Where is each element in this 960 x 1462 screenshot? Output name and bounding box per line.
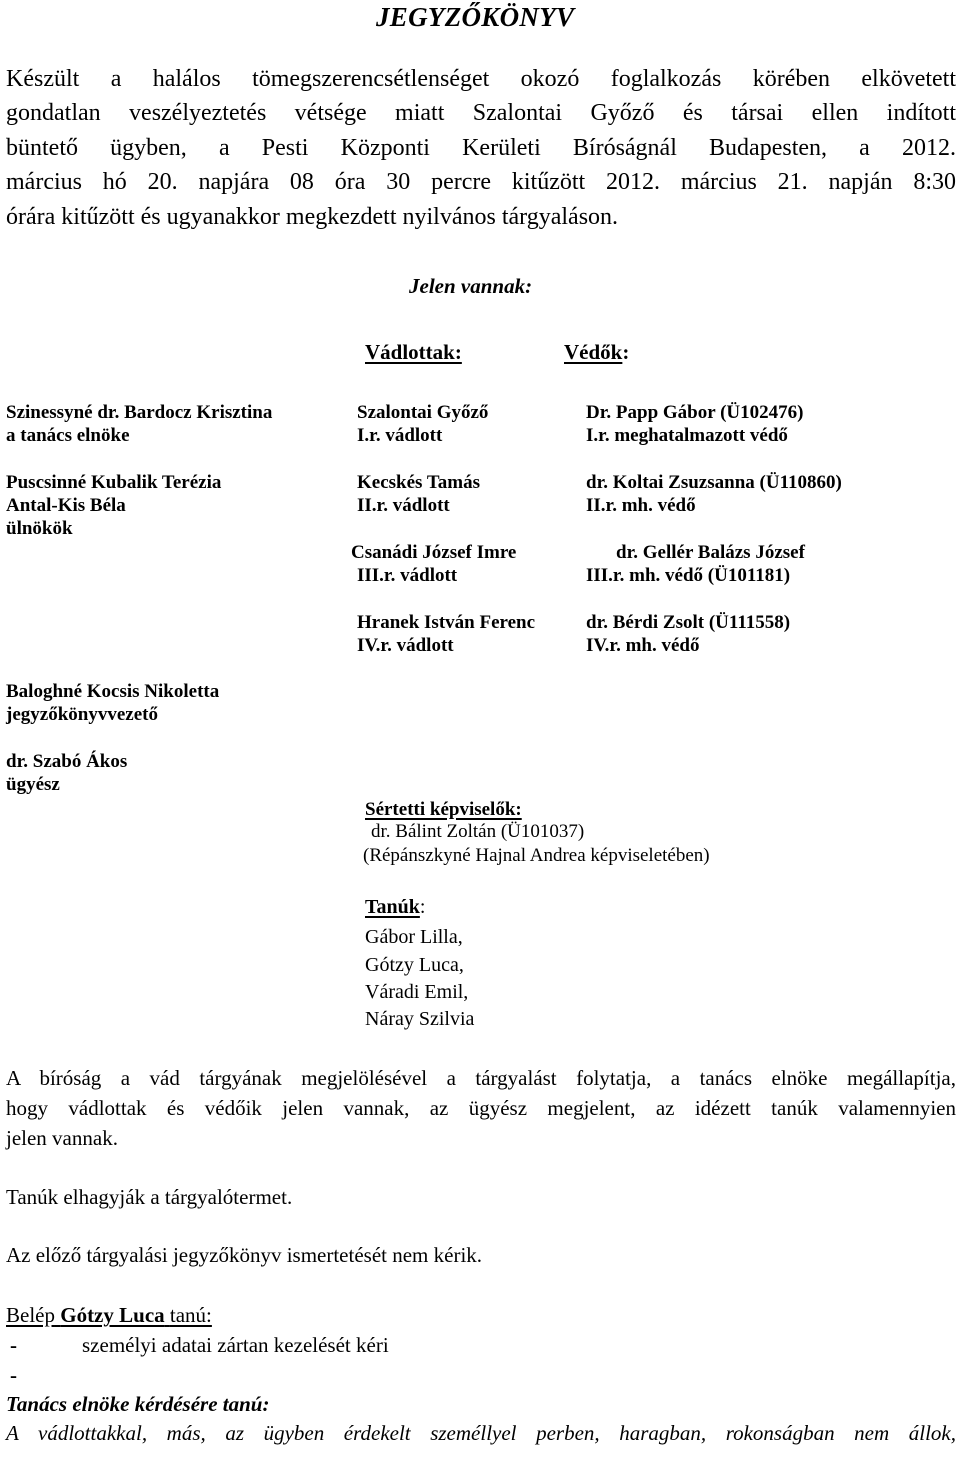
intro-line-1: Készült a halálos tömegszerencsétlenséget okozó foglalkozás körében elkövetett [6,66,956,92]
defender-4-role: IV.r. mh. védő [586,635,700,656]
intro-line-2: gondatlan veszélyeztetés vétsége miatt Szalontai Győző és társai ellen indított [6,100,956,126]
defendant-3-role: III.r. vádlott [357,565,458,586]
body-para1-line1: A bíróság a vád tárgyának megjelölésével a tárgyalást folytatja, a tanács elnöke megállapítja, [6,1066,956,1090]
prosecutor-name: dr. Szabó Ákos [6,751,128,772]
intro-line-4: március hó 20. napjára 08 óra 30 percre kitűzött 2012. március 21. napján 8:30 [6,169,956,195]
prosecutor-role: ügyész [6,774,60,795]
witness-4: Náray Szilvia [365,1008,475,1030]
defender-1-name: Dr. Papp Gábor (Ü102476) [586,402,804,423]
bullet-1-text: személyi adatai zártan kezelését kéri [82,1333,389,1357]
defender-1-role: I.r. meghatalmazott védő [586,425,788,446]
assessor-2-name: Antal-Kis Béla [6,495,126,516]
body-para3: Az előző tárgyalási jegyzőkönyv ismertetését nem kérik. [6,1243,483,1267]
testimony-line: A vádlottakkal, más, az ügyben érdekelt személlyel perben, haragban, rokonságban nem állok, [6,1421,956,1445]
defendants-heading: Vádlottak: [365,340,462,364]
assessors-role: ülnökök [6,518,73,539]
chair-name: Szinessyné dr. Bardocz Krisztina [6,402,273,423]
defendant-4-role: IV.r. vádlott [357,635,454,656]
assessor-1-name: Puscsinné Kubalik Terézia [6,472,222,493]
witness-enters-line: Belép Gótzy Luca tanú: [6,1303,212,1327]
intro-line-3: büntető ügyben, a Pesti Központi Kerületi Bíróságnál Budapesten, a 2012. [6,135,956,161]
defendant-4-name: Hranek István Ferenc [357,612,536,633]
defender-2-role: II.r. mh. védő [586,495,696,516]
clerk-role: jegyzőkönyvvezető [6,704,158,725]
witnesses-heading: Tanúk: [365,896,426,918]
clerk-name: Baloghné Kocsis Nikoletta [6,681,220,702]
intro-line-5: órára kitűzött és ugyanakkor megkezdett nyilvános tárgyaláson. [6,204,619,230]
defender-3-role: III.r. mh. védő (Ü101181) [586,565,791,586]
defender-3-name: dr. Gellér Balázs József [616,542,805,563]
witness-3: Váradi Emil, [365,981,469,1003]
document-title: JEGYZŐKÖNYV [376,2,575,32]
victims-representative: dr. Bálint Zoltán (Ü101037) [371,821,585,842]
present-heading: Jelen vannak: [409,274,533,298]
defendant-1-role: I.r. vádlott [357,425,443,446]
defendant-1-name: Szalontai Győző [357,402,489,423]
defendant-2-role: II.r. vádlott [357,495,450,516]
chair-role: a tanács elnöke [6,425,130,446]
defendant-2-name: Kecskés Tamás [357,472,480,493]
defender-4-name: dr. Bérdi Zsolt (Ü111558) [586,612,791,633]
body-para1-line3: jelen vannak. [6,1126,118,1150]
bullet-1-marker: - [10,1333,17,1357]
defender-2-name: dr. Koltai Zsuzsanna (Ü110860) [586,472,842,493]
bullet-2-marker: - [10,1363,17,1387]
witness-2: Gótzy Luca, [365,954,464,976]
victims-heading: Sértetti képviselők: [365,799,522,820]
defenders-heading: Védők: [564,340,630,364]
question-heading: Tanács elnöke kérdésére tanú: [6,1392,270,1416]
victims-represented: (Répánszkyné Hajnal Andrea képviseletében) [363,845,710,866]
witness-1: Gábor Lilla, [365,926,463,948]
body-para1-line2: hogy vádlottak és védőik jelen vannak, az ügyész megjelent, az idézett tanúk valamennyien [6,1096,956,1120]
defendant-3-name: Csanádi József Imre [351,542,517,563]
body-para2: Tanúk elhagyják a tárgyalótermet. [6,1185,293,1209]
